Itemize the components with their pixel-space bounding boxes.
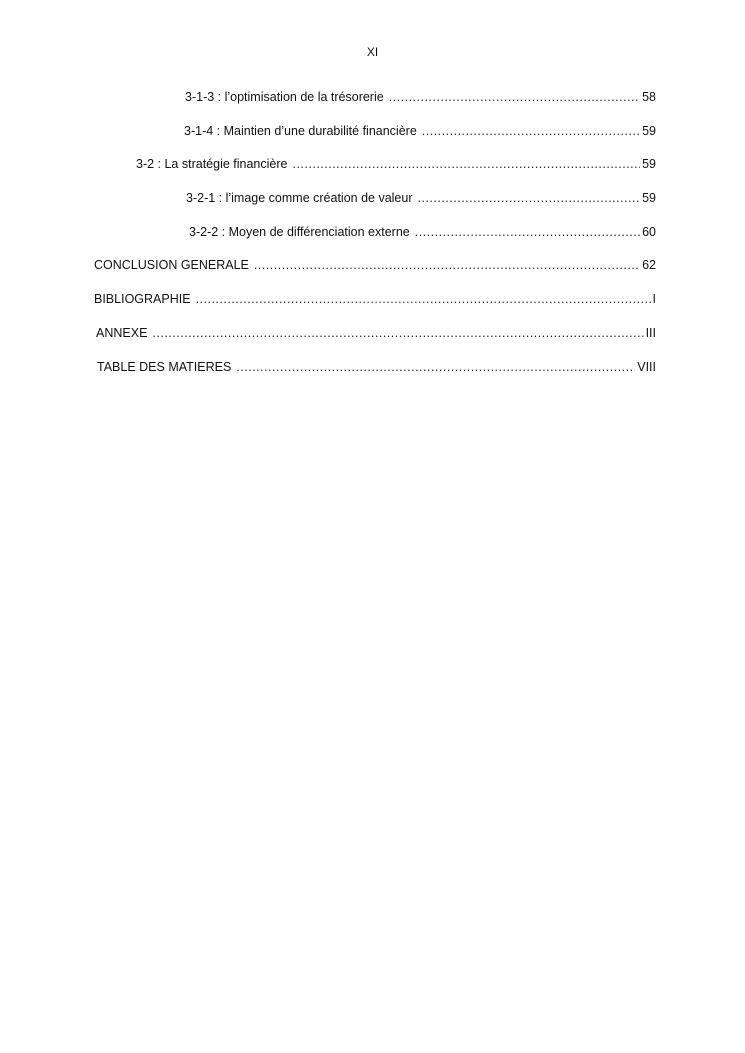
toc-leader-dots (254, 256, 640, 274)
toc-leader-dots (292, 155, 640, 173)
toc-entry-3-2[interactable] (136, 155, 656, 173)
toc-entry-title: 3-1-3 : l’optimisation de la trésorerie (185, 90, 384, 104)
toc-entry-title: 3-2 : La stratégie financière (136, 157, 288, 171)
toc-entry-page: 60 (642, 225, 656, 239)
toc-entry-page: 59 (642, 191, 656, 205)
toc-entry-page: III (645, 326, 656, 340)
toc-leader-dots (389, 88, 640, 106)
page-number: XI (366, 45, 379, 59)
toc-entry-bibliographie[interactable] (94, 290, 656, 308)
toc-entry-title: CONCLUSION GENERALE (94, 258, 249, 272)
toc-entry-page: I (652, 292, 656, 306)
toc-entry-annexe[interactable] (96, 324, 656, 342)
toc-leader-dots (415, 223, 640, 241)
toc-entry-title: 3-2-1 : l’image comme création de valeur (186, 191, 413, 205)
toc-entry-page: 59 (642, 124, 656, 138)
toc-entry-title: TABLE DES MATIERES (97, 360, 232, 374)
toc-entry-title: 3-2-2 : Moyen de différenciation externe (189, 225, 410, 239)
toc-entry-3-2-1[interactable] (186, 189, 656, 207)
toc-entry-title: 3-1-4 : Maintien d’une durabilité financière (184, 124, 417, 138)
toc-entry-conclusion[interactable] (94, 256, 656, 274)
toc-entry-page: 62 (642, 258, 656, 272)
toc-entry-3-1-3[interactable] (185, 88, 656, 106)
toc-leader-dots (196, 290, 651, 308)
toc-leader-dots (418, 189, 641, 207)
toc-entry-title: BIBLIOGRAPHIE (94, 292, 191, 306)
toc-entry-page: 58 (642, 90, 656, 104)
toc-entry-page: VIII (637, 360, 656, 374)
toc-entry-title: ANNEXE (96, 326, 148, 340)
toc-entry-3-2-2[interactable] (189, 223, 656, 241)
toc-entry-table-des-matieres[interactable] (97, 358, 656, 376)
toc-leader-dots (236, 358, 635, 376)
toc-entry-3-1-4[interactable] (184, 122, 656, 140)
toc-entry-page: 59 (642, 157, 656, 171)
toc-leader-dots (422, 122, 640, 140)
toc-leader-dots (152, 324, 643, 342)
